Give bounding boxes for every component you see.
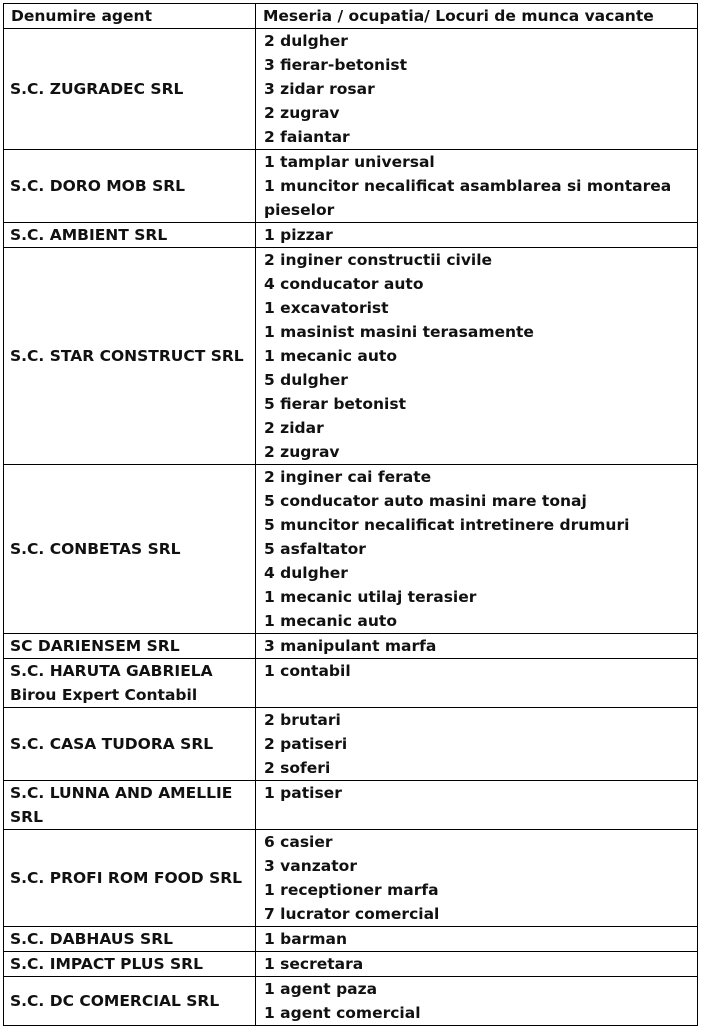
job-item: 6 casier [264, 833, 333, 851]
agent-name: S.C. LUNNA AND AMELLIE SRL [4, 781, 256, 830]
agent-name: S.C. IMPACT PLUS SRL [4, 952, 256, 977]
agent-name: S.C. AMBIENT SRL [4, 223, 256, 248]
table-row [4, 634, 698, 659]
table-body [4, 29, 698, 1026]
table-row [4, 150, 698, 223]
job-list [256, 952, 698, 977]
job-item: 1 secretara [264, 955, 364, 973]
job-item: 2 inginer cai ferate [264, 468, 432, 486]
job-vacancies-table [3, 3, 698, 1026]
table-row [4, 952, 698, 977]
job-list [256, 781, 698, 830]
job-item: 5 fierar betonist [264, 395, 406, 413]
job-item: 1 mecanic auto [264, 347, 397, 365]
job-list [256, 223, 698, 248]
job-item: 5 dulgher [264, 371, 348, 389]
header-jobs: Meseria / ocupatia/ Locuri de munca vacante [256, 4, 698, 29]
job-item: 2 zidar [264, 419, 324, 437]
job-list [256, 634, 698, 659]
job-item: 2 faiantar [264, 128, 350, 146]
table-row [4, 977, 698, 1026]
job-item: 2 zugrav [264, 443, 340, 461]
table-row [4, 29, 698, 150]
agent-name: S.C. CASA TUDORA SRL [4, 708, 256, 781]
job-item: 5 muncitor necalificat intretinere drumuri [264, 516, 630, 534]
job-list [256, 977, 698, 1026]
job-item: 1 agent comercial [264, 1004, 421, 1022]
agent-name: S.C. PROFI ROM FOOD SRL [4, 830, 256, 927]
job-item: 2 soferi [264, 759, 331, 777]
job-item: 1 barman [264, 930, 348, 948]
table-row [4, 781, 698, 830]
job-item: 2 inginer constructii civile [264, 251, 493, 269]
agent-name: S.C. DORO MOB SRL [4, 150, 256, 223]
agent-name: S.C. CONBETAS SRL [4, 465, 256, 634]
job-item: 7 lucrator comercial [264, 905, 440, 923]
job-item: 4 conducator auto [264, 275, 424, 293]
table-header-row [4, 4, 698, 29]
agent-name: S.C. STAR CONSTRUCT SRL [4, 248, 256, 465]
table-row [4, 659, 698, 708]
header-agent: Denumire agent [4, 4, 256, 29]
table-row [4, 465, 698, 634]
job-item: 1 agent paza [264, 980, 378, 998]
table-row [4, 708, 698, 781]
job-list [256, 248, 698, 465]
job-item: 3 zidar rosar [264, 80, 375, 98]
table-row [4, 830, 698, 927]
job-item: 1 patiser [264, 784, 342, 802]
job-list [256, 659, 698, 708]
agent-name: S.C. ZUGRADEC SRL [4, 29, 256, 150]
job-item: 2 zugrav [264, 104, 340, 122]
table-row [4, 223, 698, 248]
job-item: 5 conducator auto masini mare tonaj [264, 492, 587, 510]
job-item: 3 manipulant marfa [264, 637, 437, 655]
agent-name: SC DARIENSEM SRL [4, 634, 256, 659]
job-item: 1 muncitor necalificat asamblarea si montarea pieselor [264, 177, 672, 219]
agent-name: S.C. DABHAUS SRL [4, 927, 256, 952]
job-list [256, 465, 698, 634]
job-item: 3 fierar-betonist [264, 56, 408, 74]
job-item: 2 dulgher [264, 32, 348, 50]
job-item: 1 contabil [264, 662, 351, 680]
job-list [256, 708, 698, 781]
job-item: 5 asfaltator [264, 540, 366, 558]
job-list [256, 29, 698, 150]
job-item: 1 tamplar universal [264, 153, 435, 171]
job-item: 1 mecanic utilaj terasier [264, 588, 477, 606]
job-list [256, 927, 698, 952]
job-item: 2 patiseri [264, 735, 348, 753]
job-item: 1 receptioner marfa [264, 881, 439, 899]
job-item: 2 brutari [264, 711, 341, 729]
agent-name: S.C. DC COMERCIAL SRL [4, 977, 256, 1026]
table-row [4, 927, 698, 952]
job-item: 1 excavatorist [264, 299, 389, 317]
job-list [256, 150, 698, 223]
job-list [256, 830, 698, 927]
job-item: 1 masinist masini terasamente [264, 323, 534, 341]
job-item: 1 pizzar [264, 226, 333, 244]
table-row [4, 248, 698, 465]
job-item: 4 dulgher [264, 564, 348, 582]
job-item: 1 mecanic auto [264, 612, 397, 630]
agent-name: S.C. HARUTA GABRIELA Birou Expert Contabil [4, 659, 256, 708]
job-item: 3 vanzator [264, 857, 357, 875]
